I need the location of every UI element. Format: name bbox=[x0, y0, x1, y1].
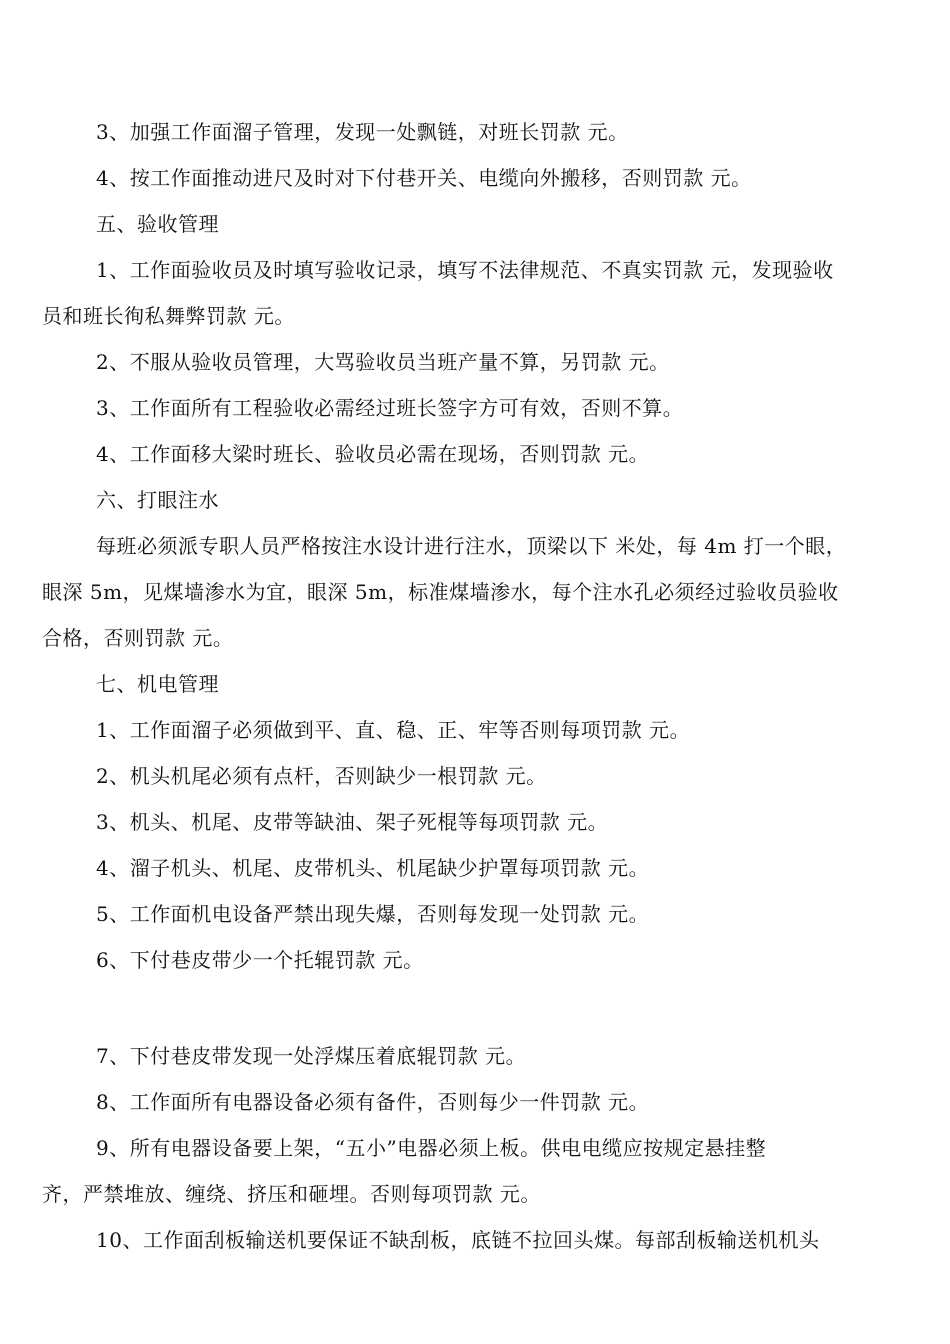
paragraph-line: 4、溜子机头、机尾、皮带机头、机尾缺少护罩每项罚款 元。 bbox=[96, 856, 650, 880]
paragraph-line: 5、工作面机电设备严禁出现失爆，否则每发现一处罚款 元。 bbox=[96, 902, 650, 926]
paragraph-line: 9、所有电器设备要上架，“五小”电器必须上板。供电电缆应按规定悬挂整 bbox=[96, 1136, 767, 1160]
paragraph-line: 7、下付巷皮带发现一处浮煤压着底辊罚款 元。 bbox=[96, 1044, 527, 1068]
paragraph-line: 眼深 5m，见煤墙渗水为宜，眼深 5m，标准煤墙渗水，每个注水孔必须经过验收员验收 bbox=[42, 580, 839, 604]
paragraph-line: 2、不服从验收员管理，大骂验收员当班产量不算，另罚款 元。 bbox=[96, 350, 670, 374]
paragraph-line: 6、下付巷皮带少一个托辊罚款 元。 bbox=[96, 948, 424, 972]
paragraph-line: 员和班长徇私舞弊罚款 元。 bbox=[42, 304, 295, 328]
paragraph-line: 合格，否则罚款 元。 bbox=[42, 626, 234, 650]
paragraph-line: 齐，严禁堆放、缠绕、挤压和砸埋。否则每项罚款 元。 bbox=[42, 1182, 541, 1206]
paragraph-line: 4、按工作面推动进尺及时对下付巷开关、电缆向外搬移，否则罚款 元。 bbox=[96, 166, 752, 190]
section-heading: 六、打眼注水 bbox=[96, 488, 219, 512]
paragraph-line: 4、工作面移大梁时班长、验收员必需在现场，否则罚款 元。 bbox=[96, 442, 650, 466]
paragraph-line: 2、机头机尾必须有点杆，否则缺少一根罚款 元。 bbox=[96, 764, 547, 788]
paragraph-line: 3、机头、机尾、皮带等缺油、架子死棍等每项罚款 元。 bbox=[96, 810, 609, 834]
paragraph-line: 3、工作面所有工程验收必需经过班长签字方可有效，否则不算。 bbox=[96, 396, 684, 420]
paragraph-line: 3、加强工作面溜子管理，发现一处飘链，对班长罚款 元。 bbox=[96, 120, 629, 144]
paragraph-line: 8、工作面所有电器设备必须有备件，否则每少一件罚款 元。 bbox=[96, 1090, 650, 1114]
paragraph-line: 每班必须派专职人员严格按注水设计进行注水，顶梁以下 米处，每 4m 打一个眼， bbox=[96, 534, 847, 558]
section-heading: 七、机电管理 bbox=[96, 672, 219, 696]
paragraph-line: 10、工作面刮板输送机要保证不缺刮板，底链不拉回头煤。每部刮板输送机机头 bbox=[96, 1228, 820, 1252]
paragraph-line: 1、工作面溜子必须做到平、直、稳、正、牢等否则每项罚款 元。 bbox=[96, 718, 691, 742]
paragraph-line: 1、工作面验收员及时填写验收记录，填写不法律规范、不真实罚款 元，发现验收 bbox=[96, 258, 834, 282]
section-heading: 五、验收管理 bbox=[96, 212, 219, 236]
